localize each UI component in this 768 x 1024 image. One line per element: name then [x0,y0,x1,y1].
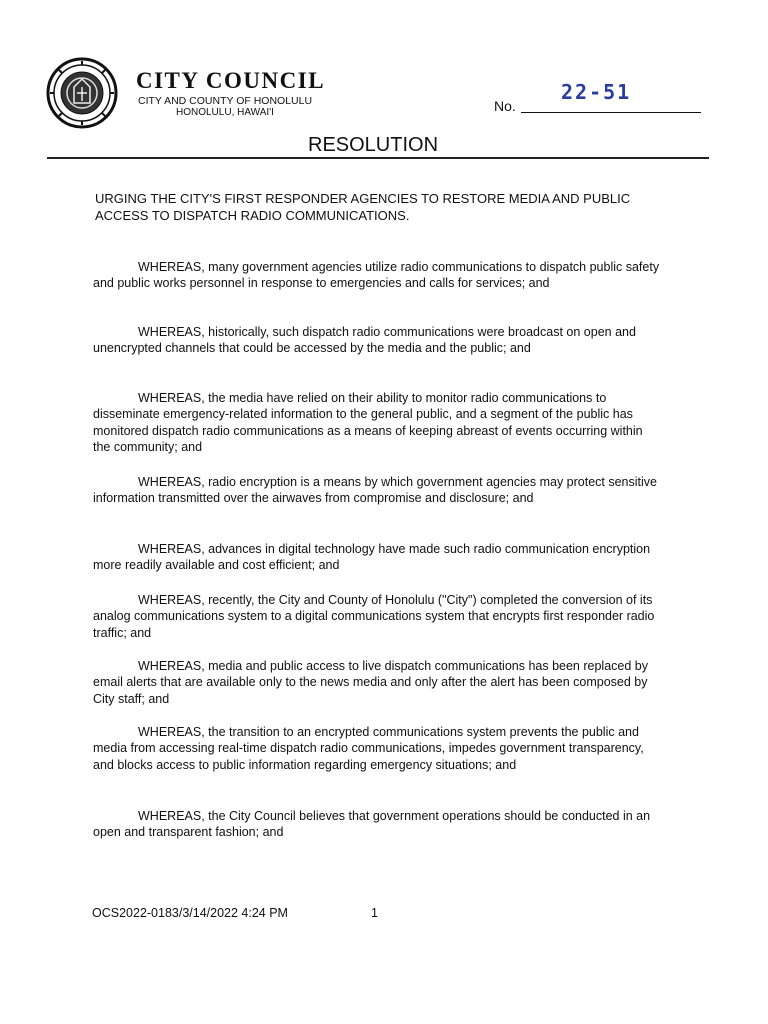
whereas-paragraph-4: WHEREAS, radio encryption is a means by which government agencies may protect sensitive information transmitted over the airwaves from compromise and disclosure; and [93,474,657,505]
council-subtitle-city: CITY AND COUNTY OF HONOLULU [138,95,313,107]
whereas-paragraph-9: WHEREAS, the City Council believes that government operations should be conducted in an open and transparent fashion; and [93,808,651,839]
whereas-paragraph-3: WHEREAS, the media have relied on their ability to monitor radio communications to disseminate emergency-related information to the general public, and a segment of the public has monitored dispatch radio communications as a means of keeping abreast of events occurring within the community; and [93,390,643,454]
document-type-heading: RESOLUTION [308,134,439,156]
page-number: 1 [371,906,378,920]
resolution-number-stamp: 22-51 [561,80,632,104]
whereas-paragraph-7: WHEREAS, media and public access to live dispatch communications has been replaced by email alerts that are available only to the news media and only after the alert has been composed by City staff; and [93,658,648,706]
city-seal-icon [46,57,118,129]
whereas-paragraph-1: WHEREAS, many government agencies utilize radio communications to dispatch public safety and public works personnel in response to emergencies and calls for services; and [93,259,660,290]
whereas-paragraph-5: WHEREAS, advances in digital technology have made such radio communication encryption more readily available and cost efficient; and [93,541,651,572]
footer-document-code: OCS2022-0183/3/14/2022 4:24 PM [92,906,288,920]
resolution-number-underline [521,112,701,113]
resolution-number-label: No. [494,98,516,114]
resolution-subject: URGING THE CITY'S FIRST RESPONDER AGENCIES TO RESTORE MEDIA AND PUBLIC ACCESS TO DISPATCH RADIO COMMUNICATIONS. [95,191,631,223]
whereas-paragraph-2: WHEREAS, historically, such dispatch radio communications were broadcast on open and unencrypted channels that could be accessed by the media and the public; and [93,324,636,355]
council-title: CITY COUNCIL [136,68,326,93]
whereas-paragraph-8: WHEREAS, the transition to an encrypted communications system prevents the public and media from accessing real-time dispatch radio communications, impedes government transparency, and blocks access to public information regarding emergency situations; and [93,724,644,772]
council-subtitle-location: HONOLULU, HAWAI'I [176,107,274,118]
whereas-paragraph-6: WHEREAS, recently, the City and County of Honolulu ("City") completed the conversion of its analog communications system to a digital communications system that encrypts first responder radio traffic; and [93,592,655,640]
header-divider [47,157,709,159]
